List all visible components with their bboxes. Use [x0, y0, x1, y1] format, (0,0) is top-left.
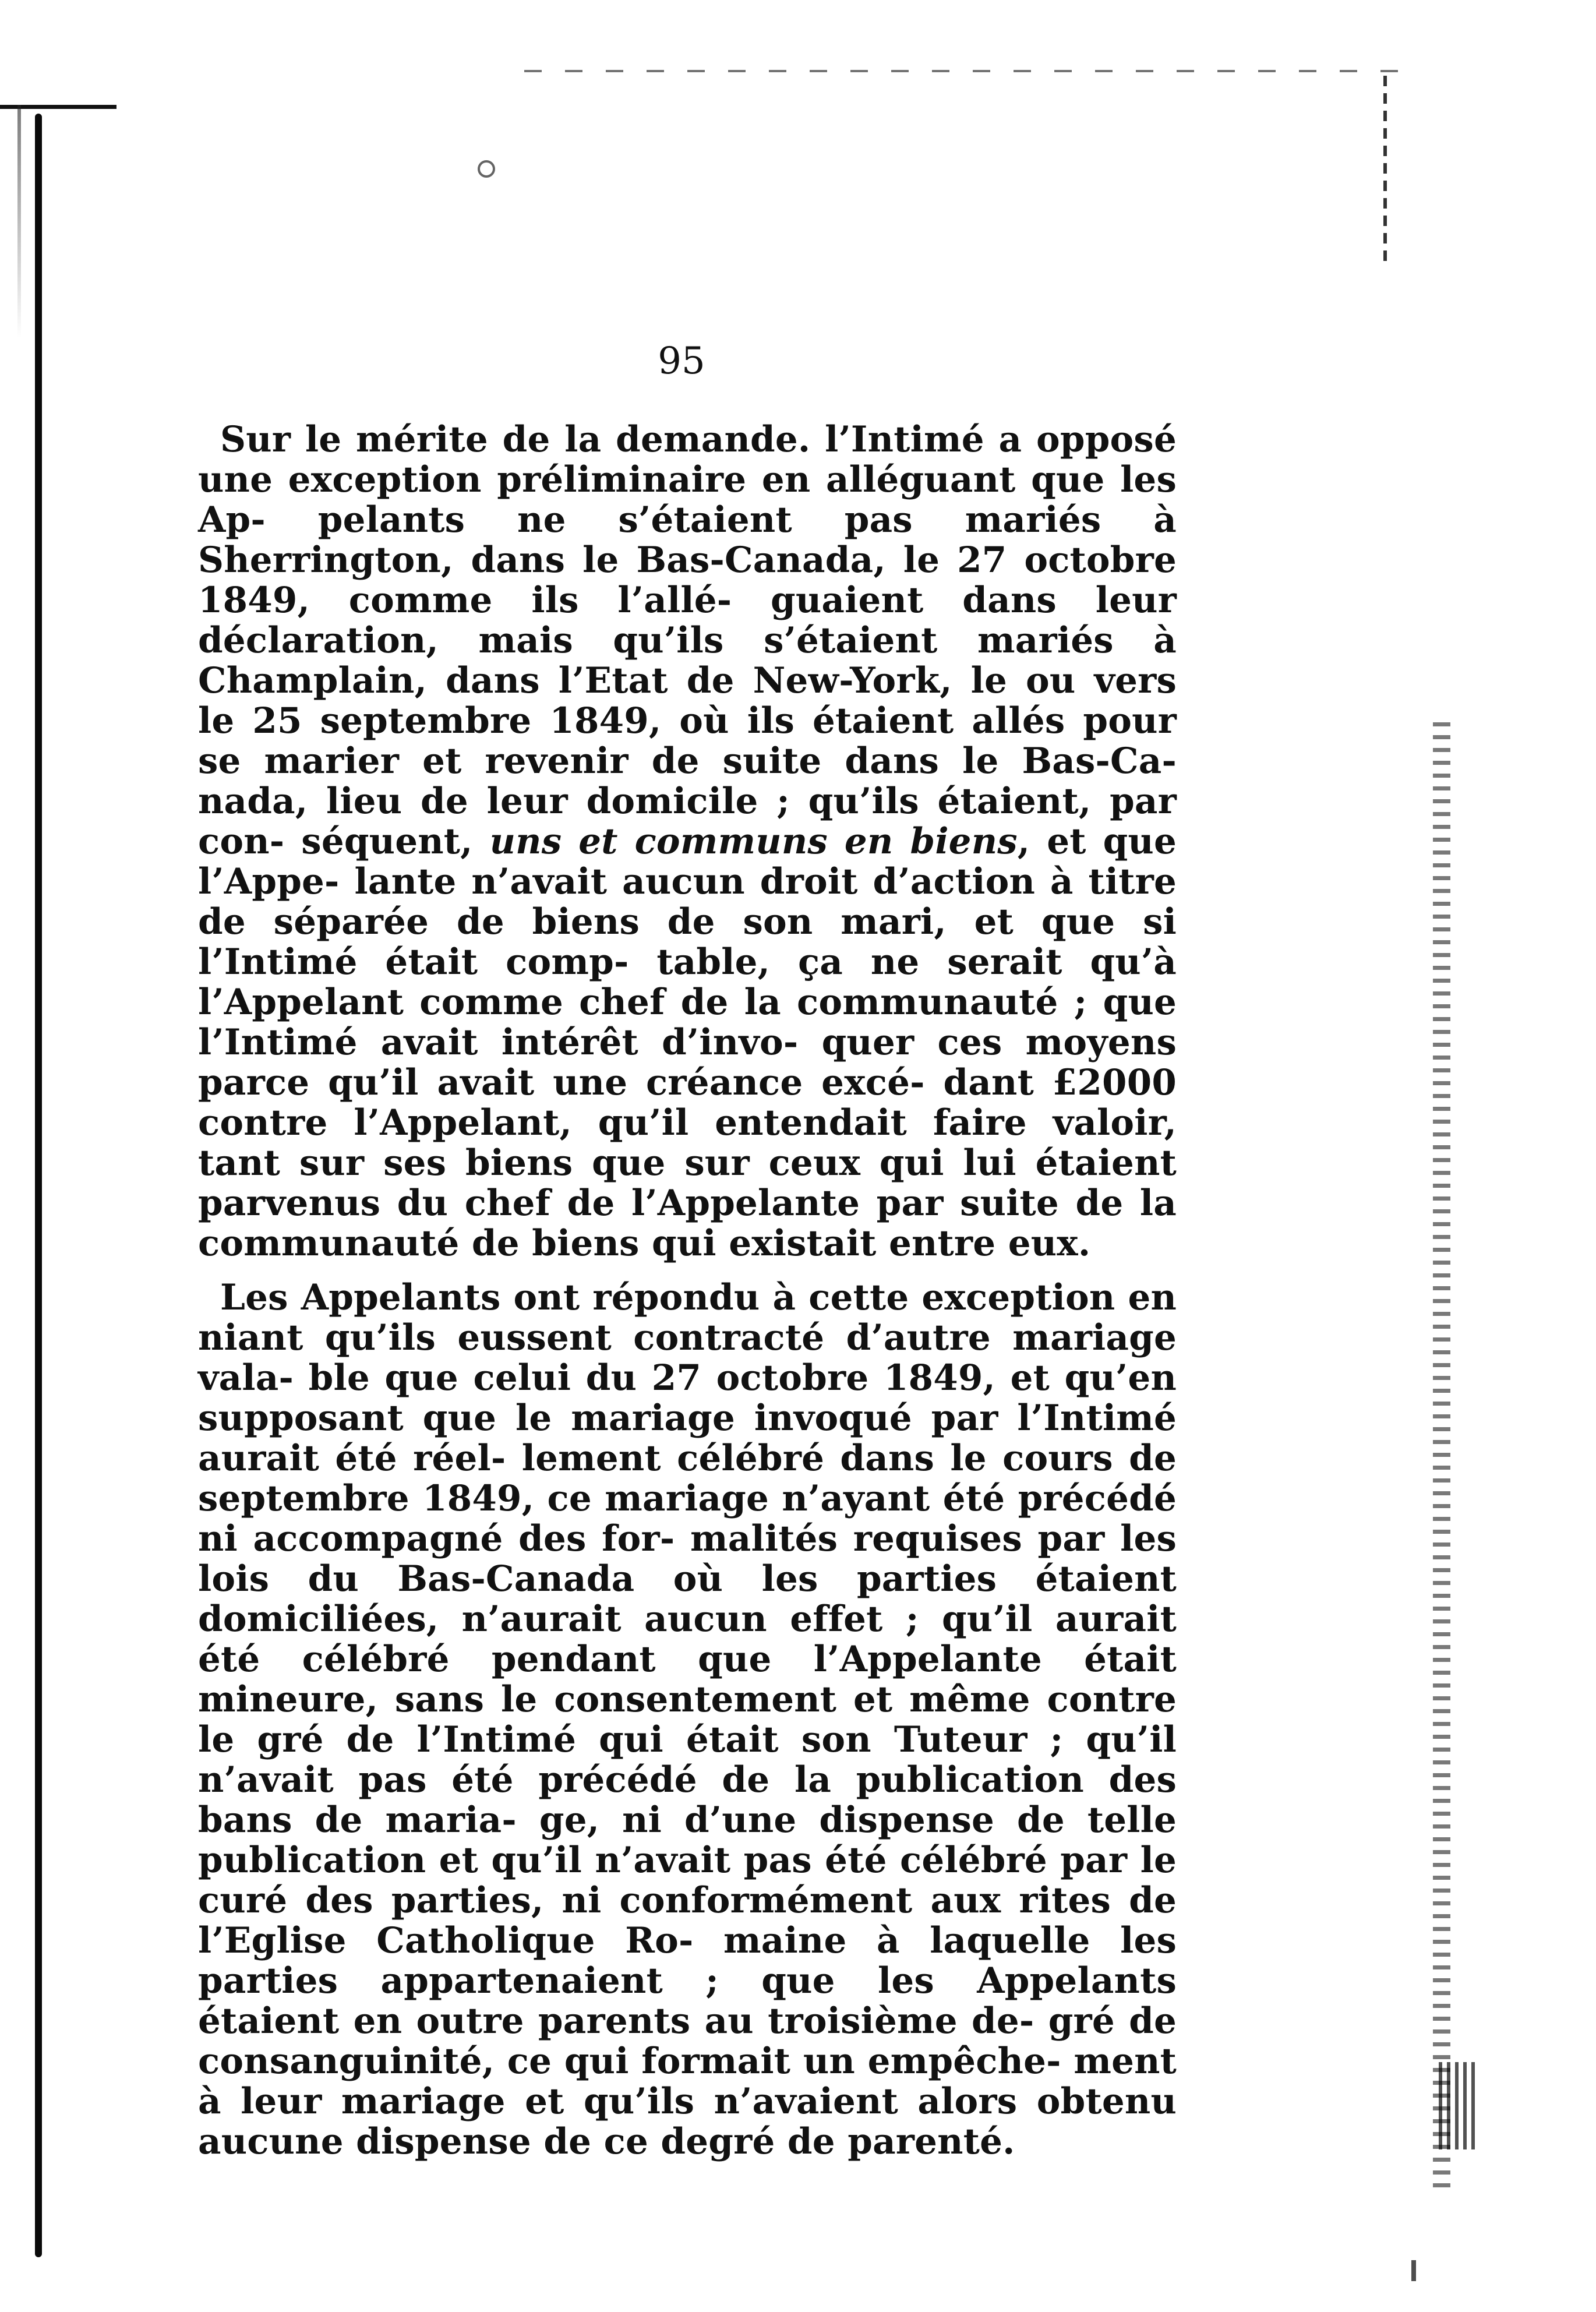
text-line: lante n’avait aucun droit d’action à titre de séparée	[198, 861, 1177, 943]
text-line: de biens de son mari, et que si l’Intimé était comp-	[198, 901, 1177, 983]
text-line: nada, lieu de leur domicile ; qu’ils étaient, par con-	[198, 781, 1177, 862]
text-line: communauté de biens qui existait entre eux.	[198, 1223, 1091, 1264]
text-line: parties étaient domiciliées, n’aurait aucun effet ;	[198, 1558, 1177, 1640]
text-line: lement célébré dans le cours de septembre 1849, ce	[198, 1438, 1177, 1519]
scan-noise-right-edge	[1433, 722, 1450, 2190]
text-line: gré de consanguinité, ce qui formait un empêche-	[198, 2000, 1177, 2082]
text-line: dant £2000 contre l’Appelant, qu’il entendait faire	[198, 1062, 1177, 1143]
text-line: guaient dans leur déclaration, mais qu’ils s’étaient	[198, 580, 1177, 661]
text-line: table, ça ne serait qu’à l’Appelant comme chef de	[198, 941, 1177, 1023]
text-line: niant qu’ils eussent contracté d’autre mariage vala-	[198, 1317, 1177, 1399]
text-line: qu’il aurait été célébré pendant que l’Appelante était	[198, 1598, 1177, 1680]
text-line: maine à laquelle les parties appartenaient ; que les	[198, 1920, 1177, 2002]
text-line: ge, ni d’une dispense de telle publication et qu’il	[198, 1799, 1177, 1881]
text-line: le Bas-Canada, le 27 octobre 1849, comme ils l’allé-	[198, 539, 1177, 621]
scan-noise-right-bar	[1439, 2062, 1480, 2149]
text-line: pour se marier et revenir de suite dans le Bas-Ca-	[198, 700, 1177, 782]
stray-ink-mark-bottom	[1411, 2260, 1416, 2281]
text-line: ble que celui du 27 octobre 1849, et qu’en supposant	[198, 1357, 1177, 1439]
text-line: mineure, sans le consentement et même contre le	[198, 1679, 1177, 1760]
scan-noise-right-top	[1383, 76, 1387, 262]
text-line: mariage n’ayant été précédé ni accompagné des for-	[198, 1478, 1177, 1559]
text-line: que le mariage invoqué par l’Intimé aurait été réel-	[198, 1397, 1177, 1479]
paragraph	[198, 1277, 1177, 2162]
binding-shadow	[17, 105, 21, 338]
scan-noise-top	[524, 70, 1398, 72]
text-line: quer ces moyens parce qu’il avait une créance excé-	[198, 1022, 1177, 1103]
text-line: conformément aux rites de l’Eglise Catholique Ro-	[198, 1880, 1177, 1961]
stray-ink-mark	[478, 160, 495, 178]
text-line: pas été précédé de la publication des bans de maria-	[198, 1759, 1177, 1841]
text-line: n’avait pas été célébré par le curé des parties, ni	[198, 1840, 1177, 1921]
text-line: la communauté ; que l’Intimé avait intérêt d’invo-	[198, 982, 1177, 1063]
text-line: parvenus du chef de l’Appelante par suite de la	[198, 1183, 1177, 1224]
text-line: aucune dispense de ce degré de parenté.	[198, 2121, 1015, 2162]
binding-edge	[35, 114, 42, 2257]
italic-phrase: uns et communs en biens	[489, 821, 1018, 862]
text-line: pelants ne s’étaient pas mariés à Sherrington, dans	[198, 499, 1177, 581]
body-text	[198, 419, 1177, 2162]
text-line-end: , et que l’Appe-	[198, 821, 1177, 902]
text-line: gré de l’Intimé qui était son Tuteur ; qu’il n’avait	[198, 1719, 1177, 1801]
text-line: mariés à Champlain, dans l’Etat de New-York, le	[198, 620, 1177, 701]
text-line: ou vers le 25 septembre 1849, où ils étaient allés	[198, 660, 1177, 742]
text-line: une exception préliminaire en alléguant que les Ap-	[198, 459, 1177, 541]
text-line: Sur le mérite de la demande. l’Intimé a opposé	[220, 419, 1177, 460]
text-line: ment à leur mariage et qu’ils n’avaient alors obtenu	[198, 2041, 1177, 2122]
text-line: Les Appelants ont répondu à cette exception en	[220, 1277, 1177, 1318]
paragraph	[198, 419, 1177, 1263]
text-line-start: séquent,	[301, 821, 490, 862]
text-line: malités requises par les lois du Bas-Canada où les	[198, 1518, 1177, 1600]
text-line: valoir, tant sur ses biens que sur ceux qui lui étaient	[198, 1102, 1177, 1184]
text-line: Appelants étaient en outre parents au troisième de-	[198, 1960, 1177, 2042]
page-number: 95	[658, 340, 705, 383]
